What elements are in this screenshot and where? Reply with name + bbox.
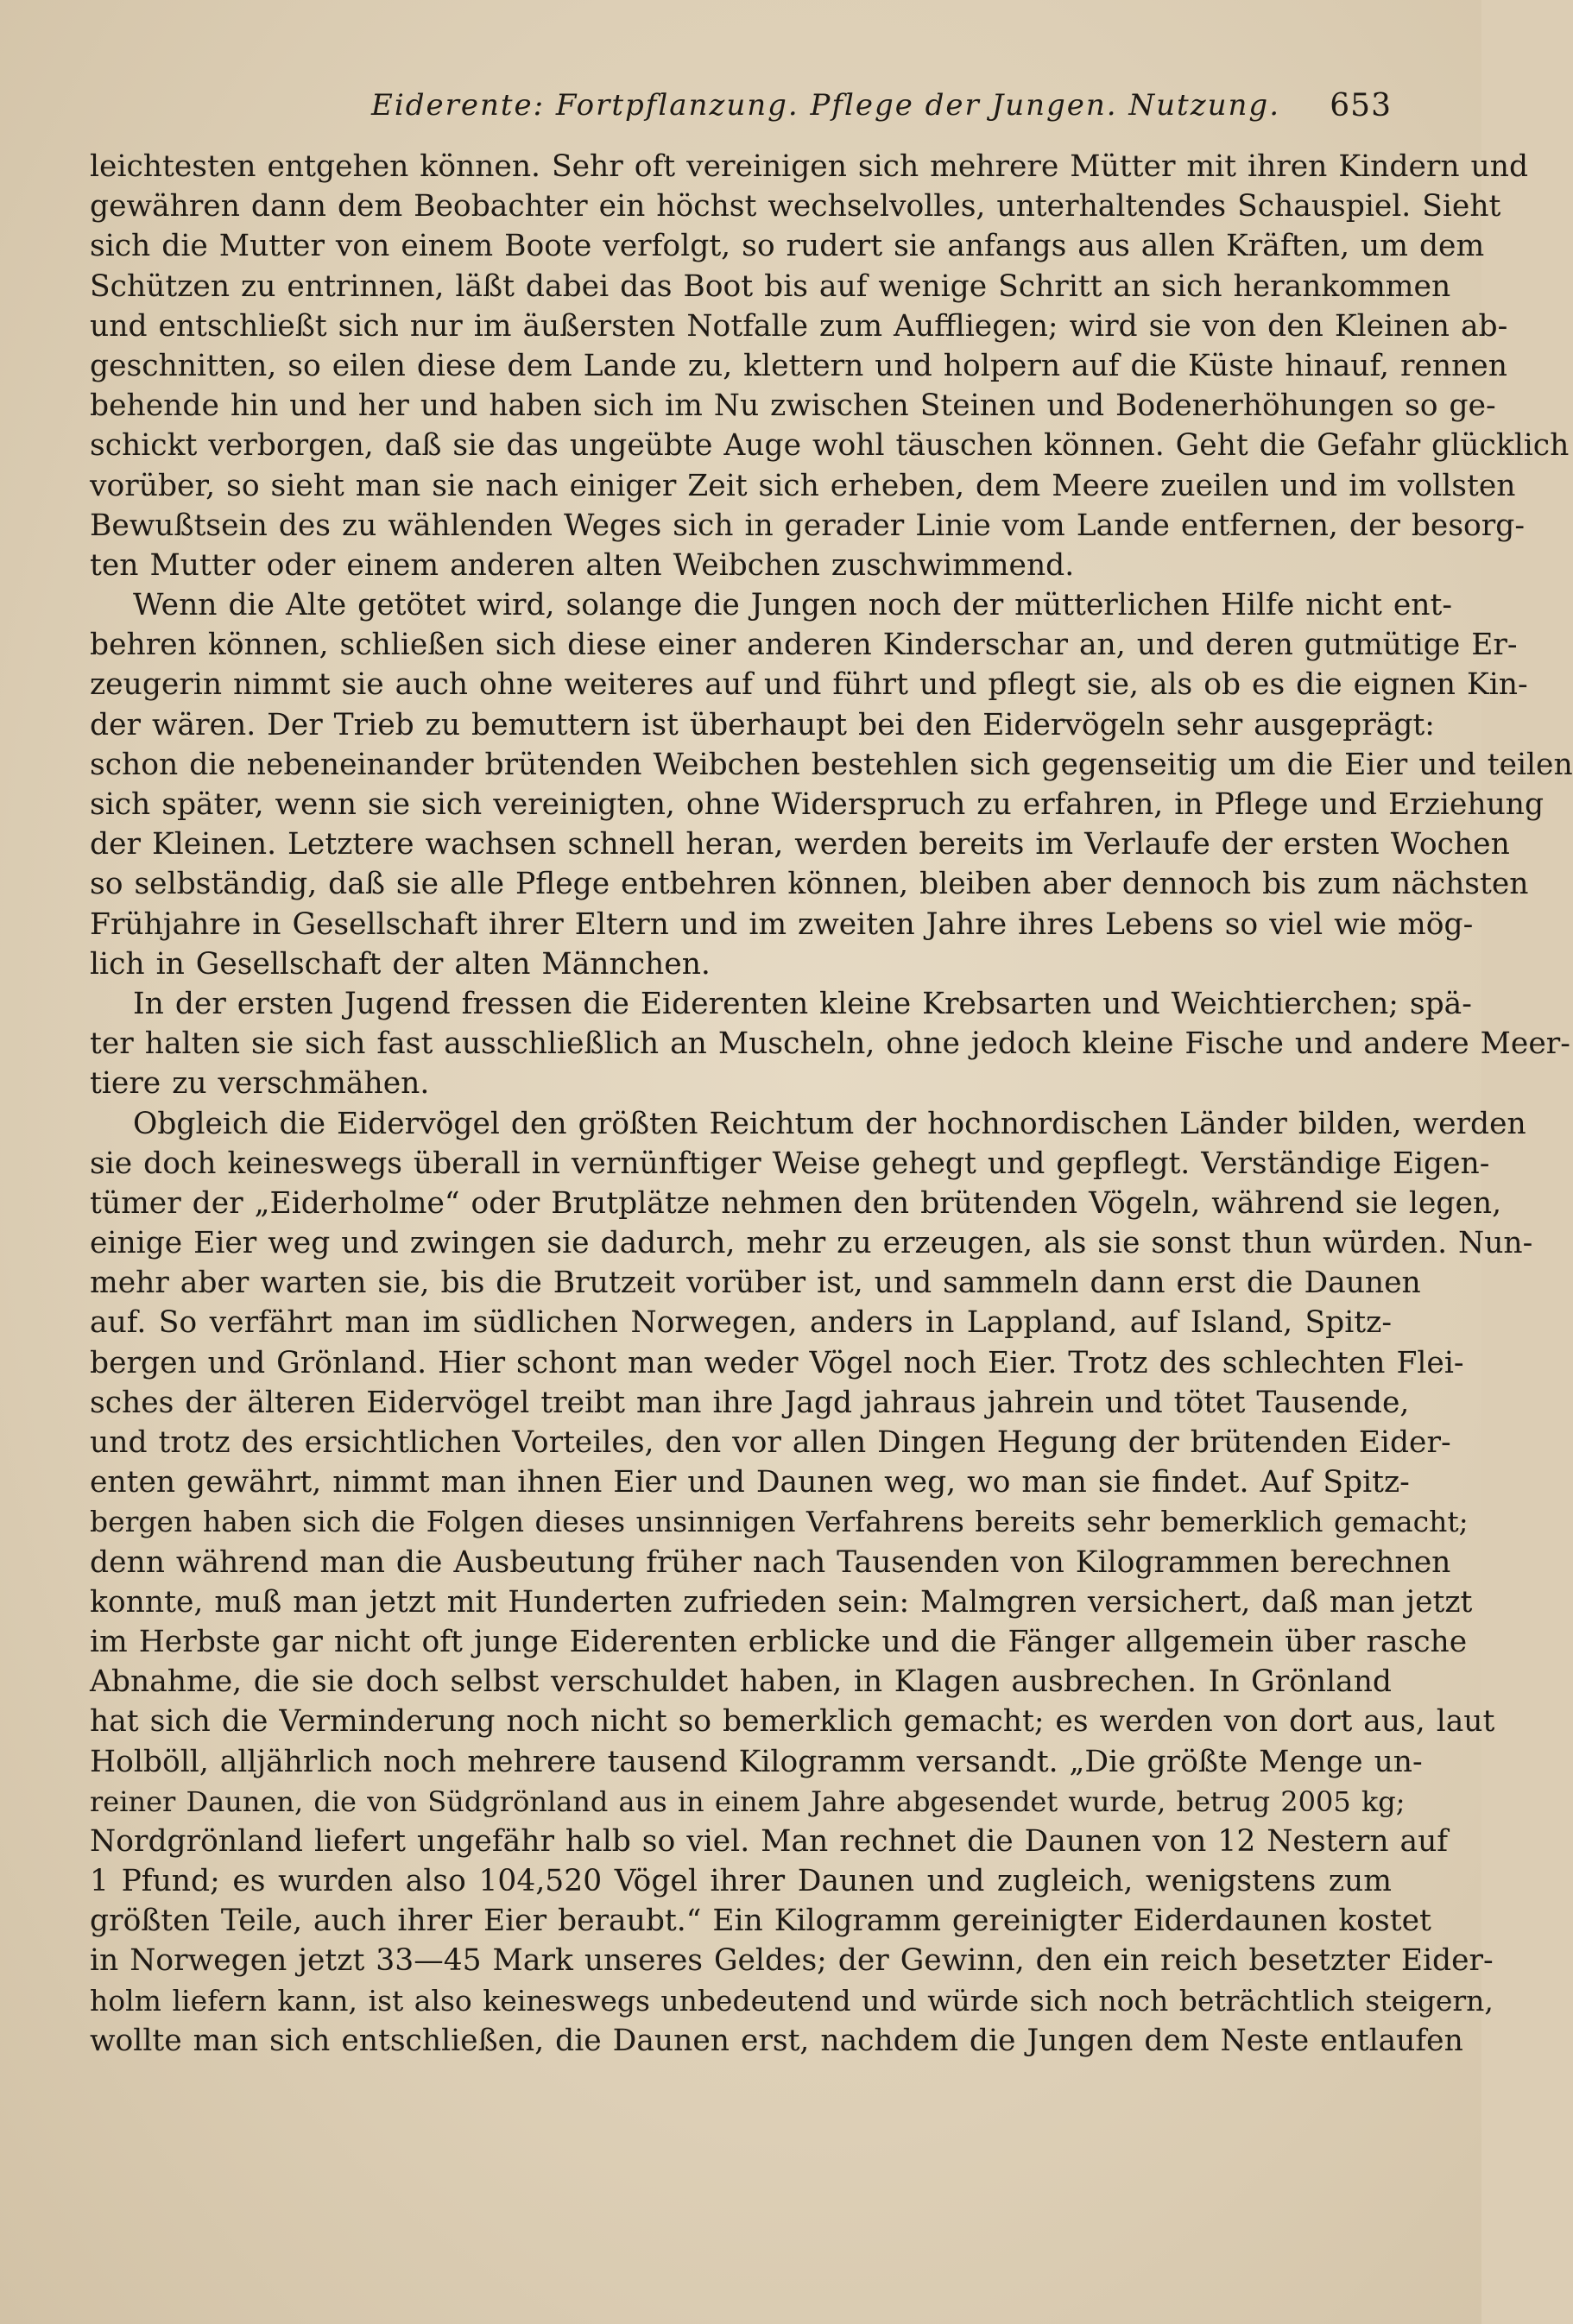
text-line: Schützen zu entrinnen, läßt dabei das Boot bis auf wenige Schritt an sich herankommen — [90, 268, 1451, 304]
text-line: ten Mutter oder einem anderen alten Weibchen zuschwimmend. — [90, 547, 1075, 583]
text-line: schon die nebeneinander brütenden Weibchen bestehlen sich gegenseitig um die Eier und teilen — [90, 747, 1573, 782]
text-line: Wenn die Alte getötet wird, solange die Jungen noch der mütterlichen Hilfe nicht ent- — [133, 588, 1453, 623]
text-line: Frühjahre in Gesellschaft ihrer Eltern und im zweiten Jahre ihres Lebens so viel wie mög- — [90, 906, 1474, 942]
text-line: leichtesten entgehen können. Sehr oft vereinigen sich mehrere Mütter mit ihren Kindern und — [90, 149, 1529, 184]
text-line: Bewußtsein des zu wählenden Weges sich in gerader Linie vom Lande entfernen, der besorg- — [90, 508, 1526, 543]
text-line: so selbständig, daß sie alle Pflege entbehren können, bleiben aber dennoch bis zum nächsten — [90, 867, 1529, 902]
text-line: behren können, schließen sich diese einer anderen Kinderschar an, und deren gutmütige Er- — [90, 628, 1518, 663]
text-line: geschnitten, so eilen diese dem Lande zu, klettern und holpern auf die Küste hinauf, rennen — [90, 348, 1507, 383]
page-number: 653 — [1330, 88, 1392, 123]
text-line: einige Eier weg und zwingen sie dadurch, mehr zu erzeugen, als sie sonst thun würden. Nun- — [90, 1226, 1533, 1261]
text-line: schickt verborgen, daß sie das ungeübte Auge wohl täuschen können. Geht die Gefahr glücklich — [90, 428, 1570, 464]
text-line: denn während man die Ausbeutung früher nach Tausenden von Kilogrammen berechnen — [90, 1544, 1451, 1580]
text-line: tümer der „Eiderholme“ oder Brutplätze nehmen den brütenden Vögeln, während sie legen, — [90, 1185, 1502, 1221]
text-line: Obgleich die Eidervögel den größten Reichtum der hochnordischen Länder bilden, werden — [133, 1106, 1526, 1141]
text-line: sich später, wenn sie sich vereinigten, ohne Widerspruch zu erfahren, in Pflege und Erziehung — [90, 787, 1545, 822]
text-line: tiere zu verschmähen. — [90, 1066, 430, 1102]
text-line: in Norwegen jetzt 33—45 Mark unseres Geldes; der Gewinn, den ein reich besetzter Eider- — [90, 1943, 1494, 1979]
text-line: im Herbste gar nicht oft junge Eiderenten erblicke und die Fänger allgemein über rasche — [90, 1624, 1468, 1659]
text-line: Holböll, alljährlich noch mehrere tausend Kilogramm versandt. „Die größte Menge un- — [90, 1744, 1423, 1779]
page-header — [0, 83, 1481, 135]
text-line: zeugerin nimmt sie auch ohne weiteres auf und führt und pflegt sie, als ob es die eignen Kin- — [90, 667, 1528, 703]
text-line: lich in Gesellschaft der alten Männchen. — [90, 946, 711, 982]
text-line: holm liefern kann, ist also keineswegs unbedeutend und würde sich noch beträchtlich steigern, — [90, 1983, 1494, 2018]
text-line: Nordgrönland liefert ungefähr halb so viel. Man rechnet die Daunen von 12 Nestern auf — [90, 1823, 1449, 1859]
text-line: vorüber, so sieht man sie nach einiger Zeit sich erheben, dem Meere zueilen und im vollsten — [90, 468, 1516, 503]
text-line: wollte man sich entschließen, die Daunen erst, nachdem die Jungen dem Neste entlaufen — [90, 2023, 1463, 2058]
text-line: Abnahme, die sie doch selbst verschuldet haben, in Klagen ausbrechen. In Grönland — [90, 1664, 1392, 1700]
text-line: ter halten sie sich fast ausschließlich an Muscheln, ohne jedoch kleine Fische und andere Meer- — [90, 1026, 1570, 1062]
text-line: 1 Pfund; es wurden also 104,520 Vögel ihrer Daunen und zugleich, wenigstens zum — [90, 1864, 1392, 1899]
text-line: mehr aber warten sie, bis die Brutzeit vorüber ist, und sammeln dann erst die Daunen — [90, 1266, 1421, 1301]
text-line: sie doch keineswegs überall in vernünftiger Weise gehegt und gepflegt. Verständige Eigen- — [90, 1146, 1490, 1181]
text-line: konnte, muß man jetzt mit Hunderten zufrieden sein: Malmgren versichert, daß man jetzt — [90, 1584, 1473, 1620]
text-line: reiner Daunen, die von Südgrönland aus in einem Jahre abgesendet wurde, betrug 2005 kg; — [90, 1784, 1406, 1818]
text-line: In der ersten Jugend fressen die Eiderenten kleine Krebsarten und Weichtierchen; spä- — [133, 986, 1472, 1021]
text-line: bergen und Grönland. Hier schont man weder Vögel noch Eier. Trotz des schlechten Flei- — [90, 1345, 1464, 1380]
text-line: behende hin und her und haben sich im Nu zwischen Steinen und Bodenerhöhungen so ge- — [90, 388, 1496, 424]
text-line: und trotz des ersichtlichen Vorteiles, den vor allen Dingen Hegung der brütenden Eider- — [90, 1425, 1451, 1460]
running-head: Eiderente: Fortpflanzung. Pflege der Jungen. Nutzung. — [371, 88, 1281, 123]
text-line: sich die Mutter von einem Boote verfolgt, so rudert sie anfangs aus allen Kräften, um dem — [90, 229, 1485, 264]
text-line: größten Teile, auch ihrer Eier beraubt.“ Ein Kilogramm gereinigter Eiderdaunen kostet — [90, 1904, 1431, 1939]
text-line: der wären. Der Trieb zu bemuttern ist überhaupt bei den Eidervögeln sehr ausgeprägt: — [90, 707, 1435, 742]
text-line: der Kleinen. Letztere wachsen schnell heran, werden bereits im Verlaufe der ersten Wochen — [90, 827, 1510, 862]
text-line: bergen haben sich die Folgen dieses unsinnigen Verfahrens bereits sehr bemerklich gemacht; — [90, 1505, 1469, 1539]
body-text — [90, 147, 1573, 2061]
text-line: gewähren dann dem Beobachter ein höchst wechselvolles, unterhaltendes Schauspiel. Sieht — [90, 189, 1501, 224]
text-line: auf. So verfährt man im südlichen Norwegen, anders in Lappland, auf Island, Spitz- — [90, 1305, 1392, 1341]
text-line: und entschließt sich nur im äußersten Notfalle zum Auffliegen; wird sie von den Kleinen ab- — [90, 308, 1508, 344]
text-line: hat sich die Verminderung noch nicht so bemerklich gemacht; es werden von dort aus, laut — [90, 1704, 1495, 1740]
text-line: sches der älteren Eidervögel treibt man ihre Jagd jahraus jahrein und tötet Tausende, — [90, 1385, 1410, 1420]
text-line: enten gewährt, nimmt man ihnen Eier und Daunen weg, wo man sie findet. Auf Spitz- — [90, 1465, 1410, 1500]
